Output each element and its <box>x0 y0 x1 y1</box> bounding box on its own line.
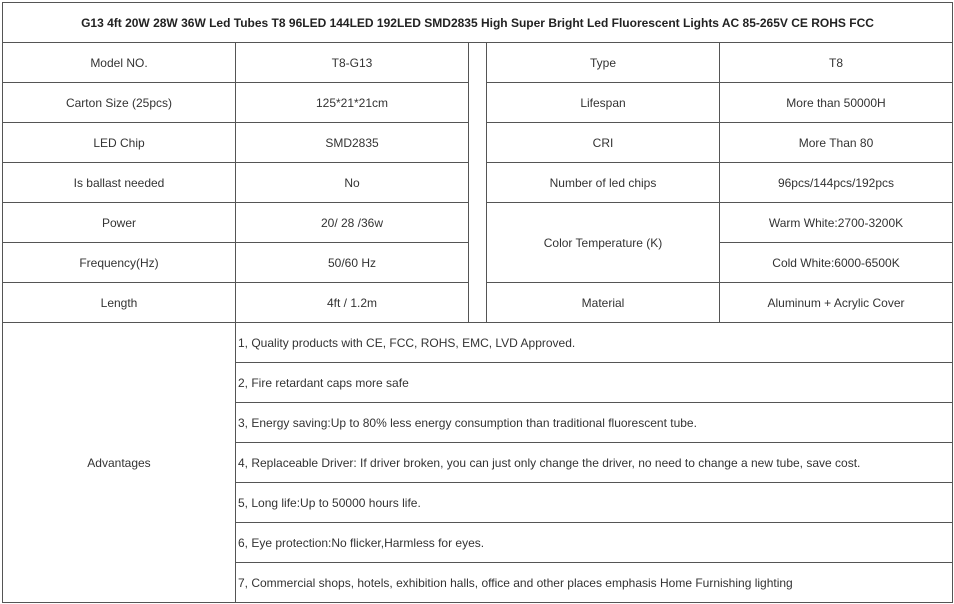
value-led-chip: SMD2835 <box>235 122 469 163</box>
advantage-item-6: 6, Eye protection:No flicker,Harmless for eyes. <box>235 522 953 563</box>
value-power: 20/ 28 /36w <box>235 202 469 243</box>
advantage-item-3: 3, Energy saving:Up to 80% less energy consumption than traditional fluorescent tube. <box>235 402 953 443</box>
advantage-item-2: 2, Fire retardant caps more safe <box>235 362 953 403</box>
label-color-temp: Color Temperature (K) <box>486 202 720 283</box>
label-power: Power <box>2 202 236 243</box>
value-ballast: No <box>235 162 469 203</box>
label-advantages: Advantages <box>2 322 236 603</box>
label-lifespan: Lifespan <box>486 82 720 123</box>
value-length: 4ft / 1.2m <box>235 282 469 323</box>
label-material: Material <box>486 282 720 323</box>
advantage-item-4: 4, Replaceable Driver: If driver broken, you can just only change the driver, no need to change a new tube, save cost. <box>235 442 953 483</box>
value-type: T8 <box>719 42 953 83</box>
value-cold-white: Cold White:6000-6500K <box>719 242 953 283</box>
table-title: G13 4ft 20W 28W 36W Led Tubes T8 96LED 144LED 192LED SMD2835 High Super Bright Led Fluorescent Lights AC 85-265V CE ROHS FCC <box>2 2 953 43</box>
value-cri: More Than 80 <box>719 122 953 163</box>
label-ballast: Is ballast needed <box>2 162 236 203</box>
label-carton-size: Carton Size (25pcs) <box>2 82 236 123</box>
value-num-chips: 96pcs/144pcs/192pcs <box>719 162 953 203</box>
value-frequency: 50/60 Hz <box>235 242 469 283</box>
value-warm-white: Warm White:2700-3200K <box>719 202 953 243</box>
value-lifespan: More than 50000H <box>719 82 953 123</box>
advantage-item-5: 5, Long life:Up to 50000 hours life. <box>235 482 953 523</box>
label-led-chip: LED Chip <box>2 122 236 163</box>
label-length: Length <box>2 282 236 323</box>
advantage-item-7: 7, Commercial shops, hotels, exhibition halls, office and other places emphasis Home Furnishing lighting <box>235 562 953 603</box>
label-type: Type <box>486 42 720 83</box>
label-num-chips: Number of led chips <box>486 162 720 203</box>
advantage-item-1: 1, Quality products with CE, FCC, ROHS, EMC, LVD Approved. <box>235 322 953 363</box>
label-cri: CRI <box>486 122 720 163</box>
value-model-no: T8-G13 <box>235 42 469 83</box>
label-frequency: Frequency(Hz) <box>2 242 236 283</box>
value-material: Aluminum + Acrylic Cover <box>719 282 953 323</box>
label-model-no: Model NO. <box>2 42 236 83</box>
value-carton-size: 125*21*21cm <box>235 82 469 123</box>
